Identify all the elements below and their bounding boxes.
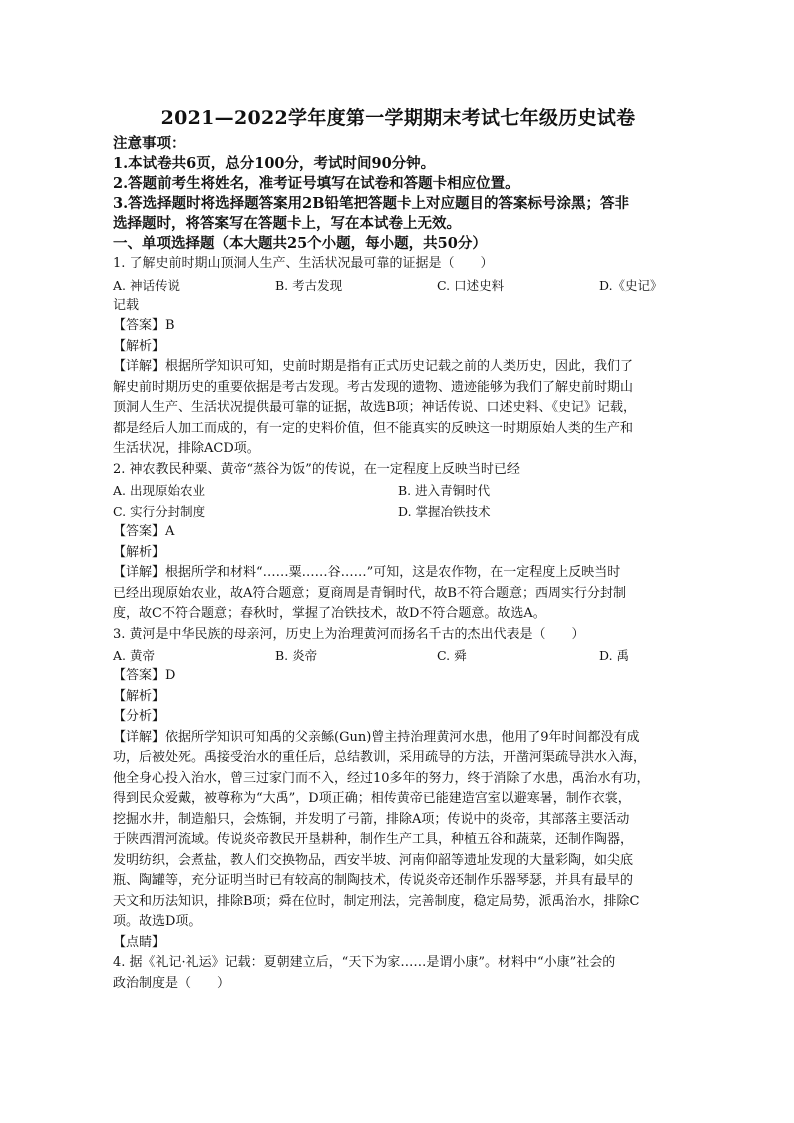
option-c: C. 口述史料 xyxy=(437,277,505,293)
option-row xyxy=(113,480,683,501)
question-stem: 2. 神农教民种粟、黄帝“蒸谷为饭”的传说，在一定程度上反映当时已经 xyxy=(113,461,520,477)
option-d-wrap: 记载 xyxy=(113,297,140,313)
detail-line: 得到民众爱戴，被尊称为“大禹”，D项正确；相传黄帝已能建造宫室以避寒暑，制作衣裳， xyxy=(113,791,631,806)
question-stem-cont: 政治制度是（ ） xyxy=(113,975,231,991)
answer-label: 【答案】D xyxy=(113,668,176,683)
question-2 xyxy=(113,460,683,625)
detail-line: 【详解】根据所学知识可知，史前时期是指有正式历史记载之前的人类历史，因此，我们了 xyxy=(113,359,634,374)
question-3 xyxy=(113,625,683,954)
option-row xyxy=(113,645,683,666)
detail-line: 天文和历法知识，排除B项；舜在位时，制定刑法，完善制度，稳定局势，派禹治水，排除C xyxy=(113,893,640,909)
detail-line: 解史前时期历史的重要依据是考古发现。考古发现的遗物、遗迹能够为我们了解史前时期山 xyxy=(113,379,634,395)
option-c: C. 舜 xyxy=(437,648,467,663)
notes-item-3-cont: 选择题时，将答案写在答题卡上，写在本试卷上无效。 xyxy=(113,215,461,232)
detail-line: 【详解】依据所学知识可知禹的父亲鲧(Gun)曾主持治理黄河水患，他用了9年时间都没有成 xyxy=(113,729,640,745)
answer-label: 【答案】A xyxy=(113,524,175,539)
detail-paragraph xyxy=(113,563,683,625)
detail-line: 都是经后人加工而成的，有一定的史料价值，但不能真实的反映这一时期原始人类的生产和 xyxy=(113,420,634,436)
option-b: B. 考古发现 xyxy=(275,277,343,293)
option-c: C. 实行分封制度 xyxy=(113,504,206,519)
dianjing-label: 【点睛】 xyxy=(113,934,166,950)
analysis-label: 【解析】 xyxy=(113,338,166,354)
detail-line: 生活状况，排除ACD项。 xyxy=(113,441,260,456)
answer-label: 【答案】B xyxy=(113,318,175,333)
exam-page xyxy=(113,104,683,994)
option-a: A. 黄帝 xyxy=(113,648,155,663)
option-a: A. 出现原始农业 xyxy=(113,483,205,498)
detail-line: 【详解】根据所学和材料“……粟……谷……”可知，这是农作物，在一定程度上反映当时 xyxy=(113,565,621,580)
question-stem: 1. 了解史前时期山顶洞人生产、生活状况最可靠的证据是（ ） xyxy=(113,256,494,271)
question-1 xyxy=(113,254,683,460)
detail-line: 已经出现原始农业，故A符合题意；夏商周是青铜时代，故B不符合题意；西周实行分封制 xyxy=(113,585,626,601)
option-row xyxy=(113,501,683,522)
detail-line: 功，后被处死。禹接受治水的重任后，总结教训，采用疏导的方法，开凿河渠疏导洪水入海， xyxy=(113,750,647,765)
detail-line: 于陕西渭河流域。传说炎帝教民开垦耕种，制作生产工具，种植五谷和蔬菜，还制作陶器， xyxy=(113,832,634,847)
question-4 xyxy=(113,953,683,994)
option-d: D.《史记》 xyxy=(599,277,663,293)
detail-line: 发明纺织，会煮盐，教人们交换物品，西安半坡、河南仰韶等遗址发现的大量彩陶，如尖底 xyxy=(113,852,634,868)
option-d: D. 禹 xyxy=(599,648,630,663)
notes-item-1: 1.本试卷共6页，总分100分，考试时间90分钟。 xyxy=(113,155,436,172)
option-row xyxy=(113,275,683,296)
page-title: 2021—2022学年度第一学期期末考试七年级历史试卷 xyxy=(160,107,636,129)
question-stem: 4. 据《礼记·礼运》记载：夏朝建立后，“天下为家……是谓小康”。材料中“小康”社会的 xyxy=(113,955,616,970)
notes-item-3: 3.答选择题时将选择题答案用2B铅笔把答题卡上对应题目的答案标号涂黑；答非 xyxy=(113,195,629,212)
detail-line: 度，故C不符合题意；春秋时，掌握了冶铁技术，故D不符合题意。故选A。 xyxy=(113,606,546,621)
section-heading: 一、单项选择题（本大题共25个小题，每小题，共50分） xyxy=(113,235,487,252)
notes-item-2: 2.答题前考生将姓名，准考证号填写在试卷和答题卡相应位置。 xyxy=(113,175,520,192)
detail-paragraph xyxy=(113,728,683,933)
notes-block xyxy=(113,134,683,234)
option-b: B. 炎帝 xyxy=(275,648,318,663)
notes-heading: 注意事项： xyxy=(113,135,186,152)
detail-line: 瓶、陶罐等，充分证明当时已有较高的制陶技术，传说炎帝还制作乐器琴瑟，并具有最早的 xyxy=(113,873,634,888)
fenxi-label: 【分析】 xyxy=(113,709,166,724)
detail-line: 顶洞人生产、生活状况提供最可靠的证据，故选B项；神话传说、口述史料、《史记》记载， xyxy=(113,400,637,415)
detail-paragraph xyxy=(113,357,683,460)
analysis-label: 【解析】 xyxy=(113,544,166,560)
detail-line: 项。故选D项。 xyxy=(113,914,202,929)
question-stem: 3. 黄河是中华民族的母亲河，历史上为治理黄河而扬名千古的杰出代表是（ ） xyxy=(113,626,585,642)
detail-line: 挖掘水井，制造船只，会炼铜，并发明了弓箭，排除A项；传说中的炎帝，其部落主要活动 xyxy=(113,811,630,827)
option-d: D. 掌握冶铁技术 xyxy=(398,504,491,519)
option-a: A. 神话传说 xyxy=(113,277,180,293)
detail-line: 他全身心投入治水，曾三过家门而不入，经过10多年的努力，终于消除了水患，禹治水有功， xyxy=(113,770,650,786)
analysis-label: 【解析】 xyxy=(113,688,166,704)
option-b: B. 进入青铜时代 xyxy=(398,483,491,498)
